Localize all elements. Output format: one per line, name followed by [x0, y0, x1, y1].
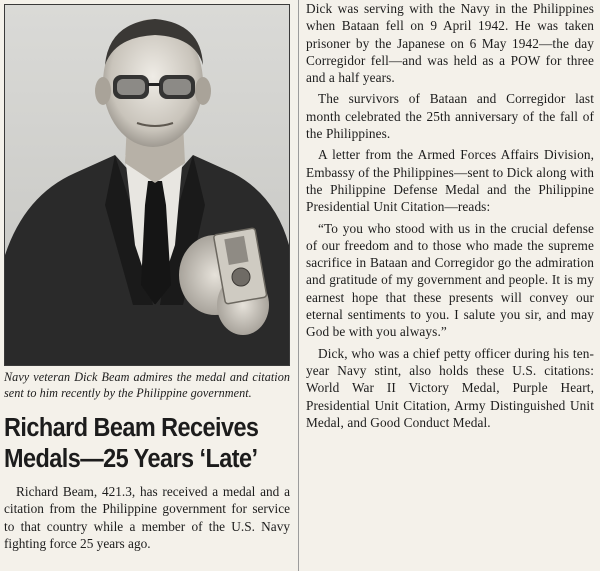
- paragraph-1: Dick was serving with the Navy in the Philippines when Bataan fell on 9 April 1942. He was taken prisoner by the Japanese on 6 May 1942—the day Corregidor fell—and was held as a POW for three and a half years.: [306, 1, 594, 86]
- paragraph-2: The survivors of Bataan and Corregidor last month celebrated the 25th anniversary of the fall of the Philippines.: [306, 91, 594, 142]
- photo-caption: Navy veteran Dick Beam admires the medal and citation sent to him recently by the Philippine government.: [4, 370, 290, 400]
- right-column: [306, 0, 594, 435]
- column-divider: [298, 0, 299, 571]
- left-column: [4, 4, 290, 552]
- paragraph-quote: “To you who stood with us in the crucial defense of our freedom and to those who made the supreme sacrifice in Bataan and Corregidor go the admiration and gratitude of my government and people. It is my earnest hope that these presents will convey our eternal sentiments to you. I salute you sir, and may God be with you always.”: [306, 220, 594, 340]
- headline-line-1: Richard Beam Receives: [4, 414, 259, 442]
- lead-paragraph: Richard Beam, 421.3, has received a medal and a citation from the Philippine government for service to that country while a member of the U.S. Navy fighting force 25 years ago.: [4, 484, 290, 551]
- photo-illustration: [5, 5, 289, 365]
- headline-line-2: Medals—25 Years ‘Late’: [4, 445, 258, 473]
- headline: [4, 413, 291, 475]
- paragraph-5: Dick, who was a chief petty officer during his ten-year Navy stint, also holds these U.S. citations: World War II Victory Medal, Purple Heart, Presidential Unit Citation, Army Distinguished Unit Medal, and Good Conduct Medal.: [306, 345, 594, 430]
- paragraph-3: A letter from the Armed Forces Affairs Division, Embassy of the Philippines—sent to Dick along with the Philippine Defense Medal and the Philippine Presidential Unit Citation—reads:: [306, 147, 594, 215]
- photo-dick-beam: [4, 4, 290, 366]
